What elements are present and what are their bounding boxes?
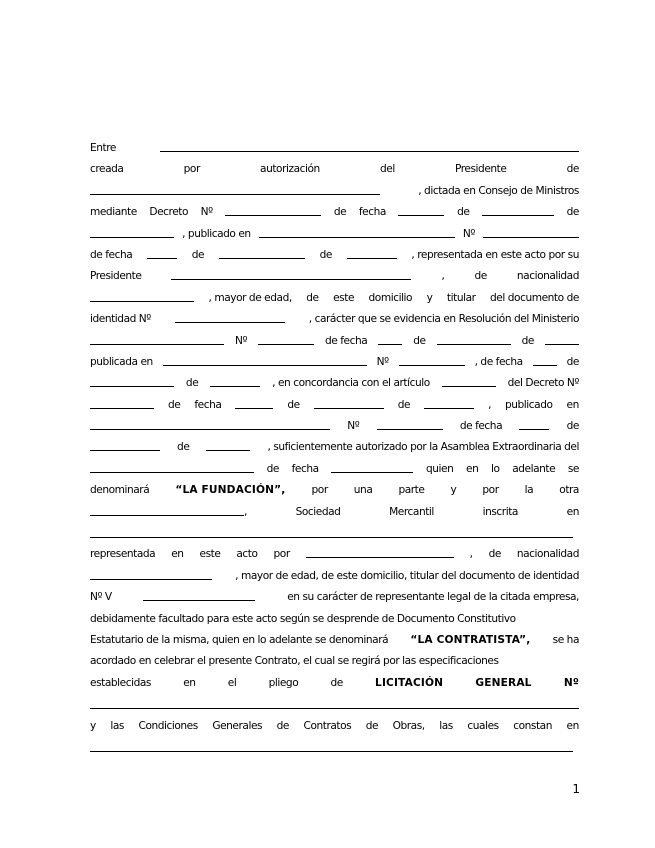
text-line <box>90 416 579 437</box>
text-segment: fecha <box>194 398 222 411</box>
fill-in-blank <box>347 246 397 259</box>
text-segment: por <box>183 163 200 176</box>
fill-in-blank <box>206 438 250 451</box>
text-line <box>90 737 579 758</box>
fill-in-blank <box>90 374 174 387</box>
text-segment: de <box>566 420 579 433</box>
fill-in-blank <box>90 751 573 752</box>
text-segment: el <box>227 676 237 689</box>
text-segment: de <box>330 676 343 689</box>
fill-in-blank <box>90 503 224 516</box>
text-segment: inscrita <box>482 505 518 518</box>
text-segment: autorización <box>260 163 320 176</box>
fill-in-blank <box>175 310 285 323</box>
text-segment: identidad Nº <box>90 313 151 326</box>
text-line <box>90 202 579 223</box>
text-segment: adelante <box>512 462 556 475</box>
fill-in-blank <box>258 332 314 345</box>
text-segment: de <box>566 206 579 219</box>
fill-in-blank <box>399 353 465 366</box>
fill-in-blank <box>171 267 411 280</box>
text-segment: y <box>426 291 433 304</box>
text-segment: , de fecha <box>474 355 523 368</box>
text-segment: la <box>524 484 534 497</box>
fill-in-blank <box>90 225 174 238</box>
text-segment: de <box>191 248 205 261</box>
fill-in-blank <box>90 182 380 195</box>
text-segment: publicado <box>504 398 553 411</box>
text-segment: de <box>177 441 190 454</box>
text-segment: Nº <box>462 227 475 240</box>
text-segment: Entre <box>90 142 116 154</box>
text-segment: y <box>450 484 457 497</box>
text-segment: lo <box>491 462 500 475</box>
fill-in-blank <box>483 225 579 238</box>
text-segment: por <box>482 484 499 497</box>
text-line <box>90 716 579 737</box>
text-segment: , mayor de edad, de este domicilio, titular del documento de identidad <box>235 569 579 582</box>
text-line <box>90 694 579 715</box>
text-segment: de <box>474 270 487 283</box>
text-segment: Nº <box>200 206 213 219</box>
fill-in-blank <box>377 417 443 430</box>
text-segment: , representada en este acto por su <box>411 248 579 261</box>
text-segment: en <box>171 548 184 561</box>
text-segment: de fecha <box>459 420 503 433</box>
fill-in-blank <box>210 374 260 387</box>
text-segment: Nº <box>234 334 248 347</box>
text-segment: Presidente <box>455 163 507 176</box>
text-segment: las <box>439 719 453 732</box>
text-line <box>90 651 579 672</box>
fill-in-blank <box>259 225 455 238</box>
text-segment: Generales <box>212 719 263 732</box>
fill-in-blank <box>90 708 579 709</box>
text-segment: Condiciones <box>138 719 198 732</box>
text-line <box>90 630 579 651</box>
text-segment: de <box>413 334 426 347</box>
text-segment: debidamente facultado para este acto según se desprende de Documento Constitutivo <box>90 612 516 625</box>
text-segment: , publicado en <box>182 227 251 240</box>
text-segment: acordado en celebrar el presente Contrato, el cual se regirá por las especificaciones <box>90 655 499 668</box>
text-segment: , <box>441 270 445 283</box>
fill-in-blank <box>163 353 367 366</box>
text-segment: en <box>566 505 579 518</box>
text-segment: se <box>567 462 579 475</box>
text-segment: de <box>457 206 470 219</box>
text-segment: Nº <box>376 355 389 368</box>
tender-type-licitacion: LICITACIÓN <box>375 676 444 689</box>
fill-in-blank <box>90 438 160 451</box>
text-segment: se ha <box>552 633 579 646</box>
text-segment: de <box>306 291 319 304</box>
text-line <box>90 331 579 352</box>
text-segment: , mayor de edad, <box>208 291 292 304</box>
text-segment: Mercantil <box>389 505 434 518</box>
text-line <box>90 480 579 501</box>
fill-in-blank <box>437 332 511 345</box>
text-segment: creada <box>90 163 124 176</box>
text-segment: las <box>110 719 124 732</box>
text-segment: nacionalidad <box>516 270 579 283</box>
text-line <box>90 181 579 202</box>
fill-in-blank <box>90 502 247 523</box>
text-segment: del <box>379 163 395 176</box>
text-line <box>90 459 579 480</box>
text-segment: domicilio <box>368 291 413 304</box>
text-segment: en <box>183 676 196 689</box>
text-segment: de <box>168 398 181 411</box>
text-segment: Nº <box>347 420 360 433</box>
fill-in-blank <box>219 246 305 259</box>
fill-in-blank <box>90 289 194 302</box>
fill-in-blank <box>314 396 384 409</box>
text-segment: de <box>397 398 411 411</box>
fill-in-blank <box>378 332 402 345</box>
text-segment: , <box>244 505 247 518</box>
fill-in-blank <box>519 417 549 430</box>
text-line <box>90 352 579 373</box>
text-segment: mediante <box>90 206 137 219</box>
text-segment: Decreto <box>149 206 189 219</box>
fill-in-blank <box>147 246 177 259</box>
text-segment: , suficientemente autorizado por la Asamblea Extraordinaria del <box>267 441 579 454</box>
fill-in-blank <box>143 588 255 601</box>
text-line <box>90 566 579 587</box>
fill-in-blank <box>90 332 224 345</box>
fill-in-blank <box>90 417 330 430</box>
text-line <box>90 523 579 544</box>
text-segment: una <box>353 484 373 497</box>
fill-in-blank <box>306 545 454 558</box>
fill-in-blank <box>160 139 579 152</box>
fill-in-blank <box>90 460 254 473</box>
text-segment: acto <box>236 548 258 561</box>
text-line <box>90 138 579 159</box>
text-segment: establecidas <box>90 676 151 689</box>
text-line <box>90 395 579 416</box>
text-segment: titular <box>446 291 476 304</box>
text-segment: Obras, <box>392 719 425 732</box>
text-segment: en su carácter de representante legal de la citada empresa, <box>287 591 579 604</box>
contract-body <box>90 138 579 758</box>
text-segment: Nº V <box>90 591 112 604</box>
fill-in-blank <box>331 460 413 473</box>
text-segment: por <box>273 548 290 561</box>
text-segment: , <box>469 548 473 561</box>
text-segment: del Decreto Nº <box>507 377 579 390</box>
text-line <box>90 288 579 309</box>
text-segment: de <box>287 398 300 411</box>
fill-in-blank <box>398 203 444 216</box>
text-segment: Presidente <box>90 270 142 283</box>
text-segment: denominará <box>90 484 150 497</box>
tender-type-general: GENERAL <box>475 676 532 689</box>
fill-in-blank <box>235 396 273 409</box>
text-segment: de <box>333 206 347 219</box>
text-segment: del documento de <box>490 291 579 304</box>
tender-number-label: Nº <box>563 676 579 689</box>
text-segment: constan <box>513 719 552 732</box>
text-segment: publicada en <box>90 355 153 368</box>
text-segment: de <box>488 548 501 561</box>
fill-in-blank <box>90 396 154 409</box>
party-name-fundacion: “LA FUNDACIÓN”, <box>175 484 286 497</box>
text-segment: de <box>266 462 279 475</box>
page-number: 1 <box>572 782 580 796</box>
fill-in-blank <box>424 396 474 409</box>
text-segment: quien <box>426 462 454 475</box>
text-line <box>90 587 579 608</box>
text-segment: , en concordancia con el artículo <box>272 377 430 390</box>
party-name-contratista: “LA CONTRATISTA”, <box>410 633 531 646</box>
text-segment: , dictada en Consejo de Ministros <box>418 184 579 197</box>
fill-in-blank <box>533 353 557 366</box>
text-segment: Contratos <box>303 719 352 732</box>
text-segment: fecha <box>358 206 386 219</box>
text-segment: de <box>319 248 332 261</box>
text-segment: de <box>566 163 579 176</box>
fill-in-blank <box>90 537 573 538</box>
text-line <box>90 266 579 287</box>
text-segment: Sociedad <box>295 505 341 518</box>
text-segment: de <box>566 355 579 368</box>
fill-in-blank <box>442 374 496 387</box>
text-segment: este <box>199 548 221 561</box>
fill-in-blank <box>224 503 244 516</box>
text-segment: de <box>185 377 199 390</box>
text-segment: en <box>466 462 479 475</box>
text-segment: de <box>521 334 534 347</box>
text-segment: este <box>333 291 355 304</box>
text-line <box>90 544 579 565</box>
text-segment: en <box>566 398 579 411</box>
text-segment: por <box>311 484 328 497</box>
text-line <box>90 502 579 523</box>
fill-in-blank <box>545 332 579 345</box>
text-segment: cuales <box>467 719 499 732</box>
text-line <box>90 224 579 245</box>
text-segment: y <box>90 719 96 732</box>
text-segment: de fecha <box>324 334 368 347</box>
text-segment: otra <box>559 484 579 497</box>
text-line <box>90 159 579 180</box>
text-segment: , <box>488 398 491 411</box>
text-line <box>90 609 579 630</box>
text-segment: pliego <box>268 676 299 689</box>
text-segment: de <box>276 719 289 732</box>
text-segment: Estatutario de la misma, quien en lo adelante se denominará <box>90 633 389 646</box>
fill-in-blank <box>482 203 554 216</box>
text-segment: representada <box>90 548 156 561</box>
fill-in-blank <box>90 567 212 580</box>
text-segment: en <box>566 719 579 732</box>
text-segment: nacionalidad <box>516 548 579 561</box>
text-line <box>90 309 579 330</box>
text-segment: parte <box>398 484 425 497</box>
text-line <box>90 245 579 266</box>
fill-in-blank <box>225 203 321 216</box>
text-line <box>90 437 579 458</box>
text-segment: , carácter que se evidencia en Resolución del Ministerio <box>308 313 579 326</box>
text-segment: de <box>365 719 379 732</box>
text-segment: fecha <box>291 462 319 475</box>
text-segment: de fecha <box>90 248 133 261</box>
text-line <box>90 673 579 694</box>
text-line <box>90 373 579 394</box>
